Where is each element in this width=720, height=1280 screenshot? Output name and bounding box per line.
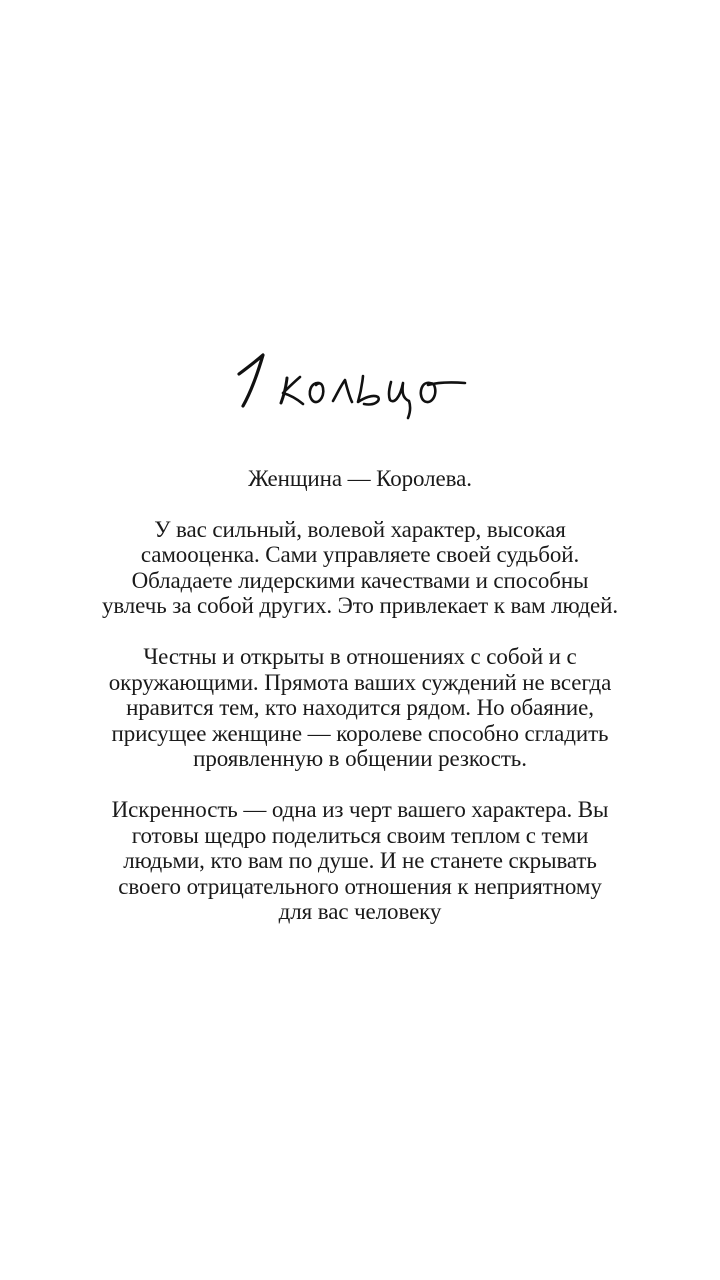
content-body bbox=[40, 466, 680, 950]
paragraph-honesty: Честны и открыты в отношениях с собой и с окружающими. Прямота ваших суждений не всегда нравится тем, кто находится рядом. Но обаяние, присущее женщине — королеве способно сгладить проявленную в общении резкость. bbox=[108, 643, 612, 772]
section-heading: Женщина — Королева. bbox=[248, 466, 472, 491]
page-title bbox=[0, 338, 720, 428]
paragraph-character: У вас сильный, волевой характер, высокая самооценка. Сами управляете своей судьбой. Обладаете лидерскими качествами и способны увлечь за собой других. Это привлекает к вам людей. bbox=[101, 516, 619, 619]
handwritten-title-graphic bbox=[225, 338, 495, 428]
paragraph-sincerity: Искренность — одна из черт вашего характера. Вы готовы щедро поделиться своим теплом с теми людьми, кто вам по душе. И не станете скрывать своего отрицательного отношения к неприятному для вас человеку bbox=[111, 796, 609, 925]
